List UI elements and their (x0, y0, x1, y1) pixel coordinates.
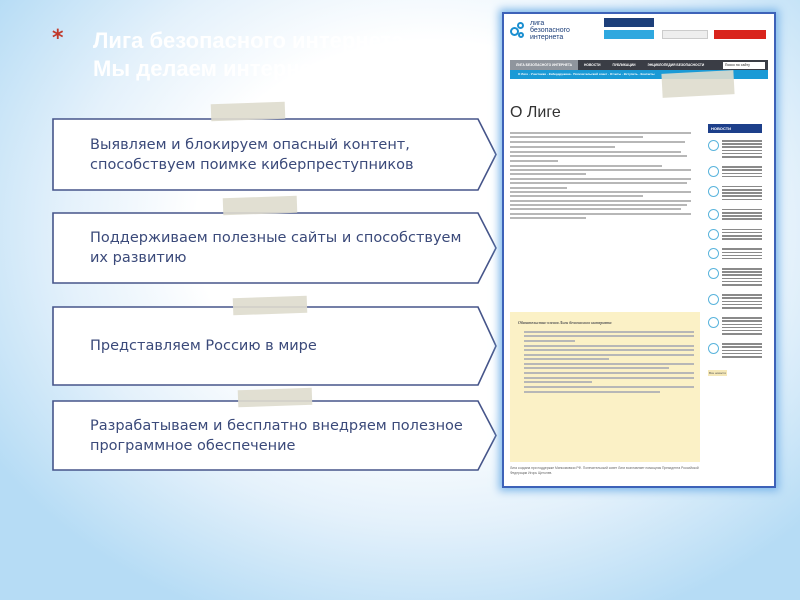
website-screenshot (502, 12, 776, 488)
body-text (510, 132, 700, 222)
site-nav (510, 60, 768, 70)
item-box-4 (52, 400, 498, 471)
news-item[interactable] (708, 248, 762, 261)
header-button[interactable] (604, 18, 654, 27)
obligations-box (510, 312, 700, 462)
nav-item[interactable]: ПУБЛИКАЦИИ (612, 63, 636, 67)
header-button[interactable] (662, 30, 708, 39)
item-box-3 (52, 306, 498, 386)
logo-icon (510, 22, 526, 40)
item-text: Разрабатываем и бесплатно внедряем полезное программное обеспечение (90, 417, 463, 454)
news-heading: НОВОСТИ (708, 124, 762, 133)
obligations-text (524, 331, 694, 393)
news-item[interactable] (708, 317, 762, 336)
news-item[interactable] (708, 268, 762, 287)
news-item[interactable] (708, 294, 762, 310)
item-text: Выявляем и блокируем опасный контент, способствуем поимке киберпреступников (90, 136, 414, 173)
title-line-2: Мы делаем интернет чище (93, 56, 386, 81)
news-item[interactable] (708, 209, 762, 222)
report-button[interactable] (714, 30, 766, 39)
site-breadcrumb[interactable]: О Лиге · Участники · Кибердружина · Попечительский совет · Отчеты · Вступить · Контакты (510, 70, 768, 79)
news-item[interactable] (708, 343, 762, 359)
site-footer: Лига создана при поддержке Минкомсвязи РФ. Попечительский совет Лиги возглавляет помощник Президента Российской Федерации Игорь Щеголев. (510, 466, 699, 475)
news-sidebar (708, 124, 762, 378)
tape-decoration (238, 388, 313, 408)
site-search-input[interactable]: Поиск по сайту (723, 62, 765, 69)
title-line-1: Лига безопасного интернета (93, 28, 404, 53)
news-item[interactable] (708, 140, 762, 159)
news-item[interactable] (708, 229, 762, 242)
tape-decoration (661, 70, 734, 98)
tape-decoration (233, 296, 308, 316)
slide-title (93, 27, 404, 83)
all-news-link[interactable]: Все новости (709, 371, 727, 376)
item-text: Представляем Россию в мире (90, 338, 317, 354)
item-box-1 (52, 118, 498, 191)
nav-item[interactable]: ЭНЦИКЛОПЕДИЯ БЕЗОПАСНОСТИ (647, 63, 705, 67)
obligations-heading: Обязательства членов Лиги безопасного интернета (518, 320, 612, 325)
tape-decoration (211, 102, 286, 122)
item-box-2 (52, 212, 498, 284)
site-header (504, 14, 774, 54)
site-logo (510, 20, 582, 41)
logo-text: лига безопасного интернета (530, 20, 570, 41)
site-page-title: О Лиге (510, 104, 561, 121)
item-text: Поддерживаем полезные сайты и способствуем их развитию (90, 230, 462, 266)
nav-item[interactable]: НОВОСТИ (584, 63, 601, 67)
nav-item[interactable]: ЛИГА БЕЗОПАСНОГО ИНТЕРНЕТА (510, 60, 578, 70)
slide-bullet: * (52, 26, 64, 51)
news-item[interactable] (708, 166, 762, 179)
header-button[interactable] (604, 30, 654, 39)
news-item[interactable] (708, 186, 762, 202)
tape-decoration (223, 196, 298, 216)
